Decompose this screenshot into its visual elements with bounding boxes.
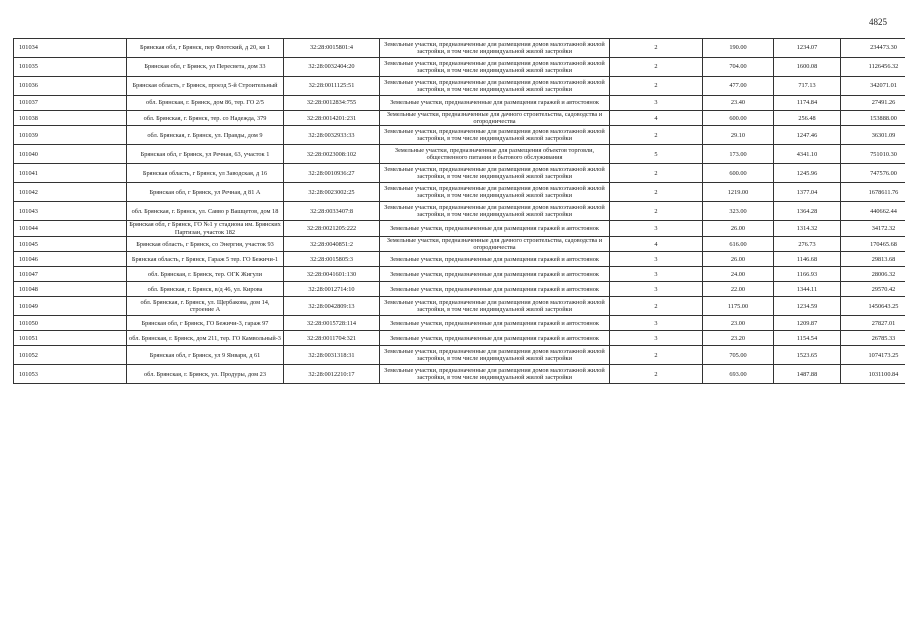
table-row: [14, 297, 905, 316]
cell-area: 705.00: [703, 346, 774, 365]
cell-group: 3: [610, 96, 703, 111]
cell-cadastral-number: 32:28:0015805:3: [284, 252, 380, 267]
cell-specific-value: 1166.93: [774, 267, 841, 282]
table-row: [14, 316, 905, 331]
cell-specific-value: 1487.88: [774, 365, 841, 384]
cell-area: 29.10: [703, 126, 774, 145]
cell-area: 23.40: [703, 96, 774, 111]
cell-id: 101046: [14, 252, 127, 267]
cell-area: 600.00: [703, 111, 774, 126]
table-row: [14, 252, 905, 267]
cell-land-use: Земельные участки, предназначенные для размещения гаражей и автостоянок: [380, 96, 610, 111]
cell-address: Брянская область, г Брянск, Гараж 5 тер. ГО Бежичи-1: [127, 252, 284, 267]
cell-area: 190.00: [703, 39, 774, 58]
page-number: 4825: [869, 17, 887, 27]
cell-specific-value: 1364.28: [774, 202, 841, 221]
cell-specific-value: 4341.10: [774, 145, 841, 164]
cell-cadastral-number: 32:28:0031318:31: [284, 346, 380, 365]
table-row: [14, 39, 905, 58]
cell-group: 4: [610, 236, 703, 251]
cell-id: 101035: [14, 58, 127, 77]
cell-address: Брянская обл, г Брянск, ГО №1 у стадиона им. Брянских Партизан, участок 182: [127, 221, 284, 236]
cell-area: 26.00: [703, 252, 774, 267]
cell-specific-value: 1247.46: [774, 126, 841, 145]
cell-id: 101041: [14, 164, 127, 183]
cell-area: 323.00: [703, 202, 774, 221]
cell-specific-value: 1154.54: [774, 331, 841, 346]
cell-id: 101039: [14, 126, 127, 145]
cell-cadastral-value: 1074173.25: [841, 346, 905, 365]
cell-address: Брянская обл, г Брянск, ул Пересвета, дом 33: [127, 58, 284, 77]
cell-land-use: Земельные участки, предназначенные для размещения домов малоэтажной жилой застройки, в том числе индивидуальной жилой застройки: [380, 297, 610, 316]
table-row: [14, 183, 905, 202]
cell-id: 101038: [14, 111, 127, 126]
cell-cadastral-value: 234473.30: [841, 39, 905, 58]
table-row: [14, 346, 905, 365]
table-body: [14, 39, 905, 384]
cell-cadastral-number: 32:28:0021205:222: [284, 221, 380, 236]
table-row: [14, 58, 905, 77]
cell-id: 101049: [14, 297, 127, 316]
cell-cadastral-value: 27491.26: [841, 96, 905, 111]
cell-cadastral-value: 29570.42: [841, 282, 905, 297]
cell-land-use: Земельные участки, предназначенные для размещения гаражей и автостоянок: [380, 221, 610, 236]
cell-id: 101037: [14, 96, 127, 111]
cell-address: Брянская обл, г Брянск, ул 9 Января, д 61: [127, 346, 284, 365]
cell-cadastral-number: 32:28:0015728:114: [284, 316, 380, 331]
cell-area: 616.00: [703, 236, 774, 251]
cell-cadastral-number: 32:28:0040851:2: [284, 236, 380, 251]
cell-group: 2: [610, 126, 703, 145]
cell-cadastral-number: 32:28:0015801:4: [284, 39, 380, 58]
cell-cadastral-number: 32:28:0011704:321: [284, 331, 380, 346]
cell-cadastral-number: 32:28:0042809:13: [284, 297, 380, 316]
cell-land-use: Земельные участки, предназначенные для размещения гаражей и автостоянок: [380, 331, 610, 346]
cell-land-use: Земельные участки, предназначенные для размещения домов малоэтажной жилой застройки, в том числе индивидуальной жилой застройки: [380, 346, 610, 365]
cell-cadastral-number: 32:28:0032404:20: [284, 58, 380, 77]
cell-id: 101042: [14, 183, 127, 202]
cell-address: обл. Брянская, г. Брянск, ул. Правды, дом 9: [127, 126, 284, 145]
cell-specific-value: 1523.65: [774, 346, 841, 365]
cell-id: 101034: [14, 39, 127, 58]
cell-land-use: Земельные участки, предназначенные для размещения домов малоэтажной жилой застройки, в том числе индивидуальной жилой застройки: [380, 58, 610, 77]
cell-specific-value: 1344.11: [774, 282, 841, 297]
cell-group: 3: [610, 331, 703, 346]
cell-cadastral-value: 26785.33: [841, 331, 905, 346]
cell-cadastral-value: 27827.01: [841, 316, 905, 331]
cell-cadastral-number: 32:28:0041601:130: [284, 267, 380, 282]
cell-land-use: Земельные участки, предназначенные для размещения объектов торговли, общественного питания и бытового обслуживания: [380, 145, 610, 164]
cell-cadastral-value: 747576.00: [841, 164, 905, 183]
cell-group: 3: [610, 221, 703, 236]
cell-area: 600.00: [703, 164, 774, 183]
cell-land-use: Земельные участки, предназначенные для размещения домов малоэтажной жилой застройки, в том числе индивидуальной жилой застройки: [380, 77, 610, 96]
cell-address: обл. Брянская, г. Брянск, ул. Щербакова, дом 14, строение А: [127, 297, 284, 316]
cell-specific-value: 1245.96: [774, 164, 841, 183]
cell-specific-value: 276.73: [774, 236, 841, 251]
cell-group: 2: [610, 39, 703, 58]
cell-land-use: Земельные участки, предназначенные для размещения домов малоэтажной жилой застройки, в том числе индивидуальной жилой застройки: [380, 365, 610, 384]
cell-specific-value: 256.48: [774, 111, 841, 126]
cell-land-use: Земельные участки, предназначенные для размещения гаражей и автостоянок: [380, 282, 610, 297]
cell-id: 101051: [14, 331, 127, 346]
table-row: [14, 96, 905, 111]
table-row: [14, 331, 905, 346]
cell-cadastral-number: 32:28:0032933:33: [284, 126, 380, 145]
cell-id: 101048: [14, 282, 127, 297]
cell-land-use: Земельные участки, предназначенные для размещения домов малоэтажной жилой застройки, в том числе индивидуальной жилой застройки: [380, 39, 610, 58]
cell-address: обл. Брянская, г. Брянск, ул. Продуры, дом 23: [127, 365, 284, 384]
cell-id: 101040: [14, 145, 127, 164]
cell-cadastral-value: 28006.32: [841, 267, 905, 282]
cell-land-use: Земельные участки, предназначенные для размещения домов малоэтажной жилой застройки, в том числе индивидуальной жилой застройки: [380, 126, 610, 145]
cell-cadastral-value: 34172.32: [841, 221, 905, 236]
cell-id: 101045: [14, 236, 127, 251]
cell-specific-value: 1174.84: [774, 96, 841, 111]
cell-land-use: Земельные участки, предназначенные для размещения домов малоэтажной жилой застройки, в том числе индивидуальной жилой застройки: [380, 183, 610, 202]
cell-id: 101047: [14, 267, 127, 282]
cell-id: 101036: [14, 77, 127, 96]
cell-area: 1175.00: [703, 297, 774, 316]
cell-id: 101052: [14, 346, 127, 365]
cell-area: 477.00: [703, 77, 774, 96]
cell-specific-value: 1209.87: [774, 316, 841, 331]
table-row: [14, 221, 905, 236]
cell-land-use: Земельные участки, предназначенные для размещения гаражей и автостоянок: [380, 267, 610, 282]
cell-id: 101044: [14, 221, 127, 236]
cell-cadastral-value: 1678611.76: [841, 183, 905, 202]
cell-specific-value: 1234.07: [774, 39, 841, 58]
cell-cadastral-value: 153888.00: [841, 111, 905, 126]
cell-id: 101043: [14, 202, 127, 221]
cell-cadastral-value: 751010.30: [841, 145, 905, 164]
table-row: [14, 267, 905, 282]
cell-group: 2: [610, 58, 703, 77]
cell-land-use: Земельные участки, предназначенные для дачного строительства, садоводства и огородничества: [380, 111, 610, 126]
cell-group: 3: [610, 252, 703, 267]
cadastral-value-table: [13, 38, 905, 384]
cell-specific-value: 1146.68: [774, 252, 841, 267]
cell-address: Брянская обл, г Брянск, ул Речная, 63, участок 1: [127, 145, 284, 164]
cell-area: 693.00: [703, 365, 774, 384]
table-row: [14, 164, 905, 183]
cell-area: 1219.00: [703, 183, 774, 202]
cell-cadastral-value: 440662.44: [841, 202, 905, 221]
cell-group: 3: [610, 316, 703, 331]
cell-address: Брянская область, г Брянск, ул Заводская, д 16: [127, 164, 284, 183]
cell-area: 24.00: [703, 267, 774, 282]
cell-land-use: Земельные участки, предназначенные для размещения домов малоэтажной жилой застройки, в том числе индивидуальной жилой застройки: [380, 202, 610, 221]
cell-cadastral-number: 32:28:0023002:25: [284, 183, 380, 202]
cell-cadastral-number: 32:28:0023008:102: [284, 145, 380, 164]
cell-cadastral-number: 32:28:0012834:755: [284, 96, 380, 111]
cell-cadastral-value: 1031100.84: [841, 365, 905, 384]
table-row: [14, 365, 905, 384]
cell-land-use: Земельные участки, предназначенные для размещения гаражей и автостоянок: [380, 252, 610, 267]
cell-cadastral-value: 342071.01: [841, 77, 905, 96]
cell-land-use: Земельные участки, предназначенные для размещения домов малоэтажной жилой застройки, в том числе индивидуальной жилой застройки: [380, 164, 610, 183]
cell-cadastral-number: 32:28:0014201:231: [284, 111, 380, 126]
cell-address: обл. Брянская, г. Брянск, в/д 46, ул. Кирова: [127, 282, 284, 297]
cell-group: 5: [610, 145, 703, 164]
cell-area: 23.20: [703, 331, 774, 346]
cell-cadastral-value: 36301.09: [841, 126, 905, 145]
cell-group: 2: [610, 297, 703, 316]
cell-address: Брянская обл, г Брянск, ул Речная, д 81 А: [127, 183, 284, 202]
cell-group: 2: [610, 164, 703, 183]
cell-id: 101053: [14, 365, 127, 384]
cell-id: 101050: [14, 316, 127, 331]
cell-address: обл. Брянская, г. Брянск, ул. Савво р Вашцетов, дом 18: [127, 202, 284, 221]
cell-group: 2: [610, 365, 703, 384]
cell-group: 2: [610, 77, 703, 96]
cell-group: 3: [610, 267, 703, 282]
table-row: [14, 126, 905, 145]
cell-group: 2: [610, 183, 703, 202]
cell-address: обл. Брянская, г. Брянск, дом 211, тер. ГО Камвольный-3: [127, 331, 284, 346]
cell-area: 22.00: [703, 282, 774, 297]
cell-address: обл. Брянская, г. Брянск, дом 86, тер. ГО 2/5: [127, 96, 284, 111]
cell-cadastral-number: 32:28:0012210:17: [284, 365, 380, 384]
table-row: [14, 202, 905, 221]
table-row: [14, 77, 905, 96]
cell-group: 2: [610, 346, 703, 365]
table-row: [14, 282, 905, 297]
cell-cadastral-number: 32:28:0010936:27: [284, 164, 380, 183]
cell-address: обл. Брянская, г. Брянск, тер. со Надежда, 379: [127, 111, 284, 126]
cell-address: Брянская область, г Брянск, со Энергия, участок 93: [127, 236, 284, 251]
cell-group: 3: [610, 282, 703, 297]
cell-address: Брянская обл, г Брянск, ГО Бежичи-3, гараж 97: [127, 316, 284, 331]
cell-area: 26.00: [703, 221, 774, 236]
table-row: [14, 145, 905, 164]
cell-cadastral-value: 29813.68: [841, 252, 905, 267]
cell-cadastral-number: 32:28:0033407:8: [284, 202, 380, 221]
cell-group: 2: [610, 202, 703, 221]
table-row: [14, 236, 905, 251]
cell-address: Брянская обл, г Брянск, пер Флотский, д 20, кв 1: [127, 39, 284, 58]
cell-cadastral-number: 32:28:0011125:51: [284, 77, 380, 96]
table-row: [14, 111, 905, 126]
cell-area: 23.00: [703, 316, 774, 331]
cell-cadastral-value: 170465.68: [841, 236, 905, 251]
cell-cadastral-value: 1126456.32: [841, 58, 905, 77]
cell-specific-value: 1234.59: [774, 297, 841, 316]
cell-land-use: Земельные участки, предназначенные для дачного строительства, садоводства и огородничества: [380, 236, 610, 251]
cell-group: 4: [610, 111, 703, 126]
cell-cadastral-number: 32:28:0012714:10: [284, 282, 380, 297]
cell-cadastral-value: 1450643.25: [841, 297, 905, 316]
cell-address: обл. Брянская, г. Брянск, тер. ОГК Жигули: [127, 267, 284, 282]
cell-address: Брянская область, г Брянск, проезд 5-й Строительный: [127, 77, 284, 96]
cell-specific-value: 717.13: [774, 77, 841, 96]
cell-area: 704.00: [703, 58, 774, 77]
cell-specific-value: 1314.32: [774, 221, 841, 236]
cell-specific-value: 1377.04: [774, 183, 841, 202]
cell-specific-value: 1600.08: [774, 58, 841, 77]
cell-land-use: Земельные участки, предназначенные для размещения гаражей и автостоянок: [380, 316, 610, 331]
cell-area: 173.00: [703, 145, 774, 164]
